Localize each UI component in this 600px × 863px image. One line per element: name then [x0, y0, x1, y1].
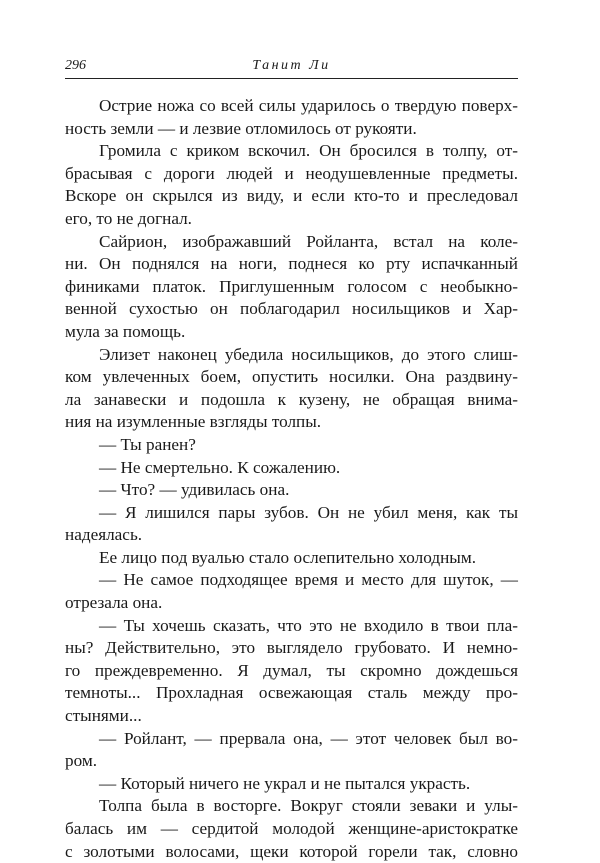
text-line: го преждевременно. Я думал, ты скромно дождешься [65, 660, 518, 680]
text-line: финиками платок. Приглушенным голосом с необыкно- [65, 276, 518, 296]
text-line: ни. Он поднялся на ноги, поднеся ко рту испачканный [65, 254, 518, 274]
text-line: ния на изумленные взгляды толпы. [65, 412, 322, 432]
text-line: — Ты ранен? [99, 434, 196, 454]
text-line: — Ты хочешь сказать, что это не входило в твои пла- [99, 615, 518, 635]
text-line: — Который ничего не украл и не пытался украсть. [99, 773, 471, 793]
text-line: отрезала она. [65, 593, 163, 613]
text-line: Вскоре он скрылся из виду, и если кто-то и преследовал [65, 186, 518, 206]
text-line: — Не смертельно. К сожалению. [99, 457, 341, 477]
text-line: — Я лишился пары зубов. Он не убил меня, как ты [99, 502, 518, 522]
running-title: Танит Ли [252, 58, 331, 73]
text-line: ность земли — и лезвие отломилось от рукояти. [65, 118, 417, 138]
text-line: Толпа была в восторге. Вокруг стояли зеваки и улы- [99, 796, 518, 816]
text-line: мула за помощь. [65, 321, 186, 341]
text-line: брасывая с дороги людей и неодушевленные предметы. [65, 163, 518, 183]
text-line: балась им — сердитой молодой женщине-аристократке [65, 819, 518, 838]
text-line: ром. [65, 751, 98, 771]
text-line: Сайрион, изображавший Ройланта, встал на коле- [99, 231, 518, 251]
text-line: Острие ножа со всей силы ударилось о твердую поверх- [99, 96, 518, 115]
text-line: — Ройлант, — прервала она, — этот человек был во- [99, 728, 518, 748]
text-line: темноты... Прохладная освежающая сталь между про- [65, 683, 518, 703]
text-line: ны? Действительно, это выглядело грубовато. И немно- [65, 638, 518, 658]
text-line: — Что? — удивилась она. [99, 480, 290, 500]
text-line: с золотыми волосами, щеки которой горели так, словно [65, 841, 518, 861]
text-line: стынями... [65, 706, 142, 726]
text-line: его, то не догнал. [65, 208, 192, 228]
page-header [65, 58, 518, 78]
text-line: ла занавески и подошла к кузену, не обращая внима- [65, 389, 518, 409]
text-line: Ее лицо под вуалью стало ослепительно холодным. [99, 547, 476, 567]
page-number: 296 [65, 58, 86, 73]
text-line: Громила с криком вскочил. Он бросился в толпу, от- [99, 141, 518, 161]
header-rule [65, 78, 518, 79]
body-text [65, 95, 518, 863]
text-line: — Не самое подходящее время и место для шуток, — [99, 570, 518, 590]
text-line: венной сухостью он поблагодарил носильщиков и Хар- [65, 299, 518, 319]
text-line: Элизет наконец убедила носильщиков, до этого слиш- [99, 344, 518, 364]
text-line: ком увлеченных боем, опустить носилки. Она раздвину- [65, 367, 518, 387]
text-line: надеялась. [65, 525, 143, 545]
